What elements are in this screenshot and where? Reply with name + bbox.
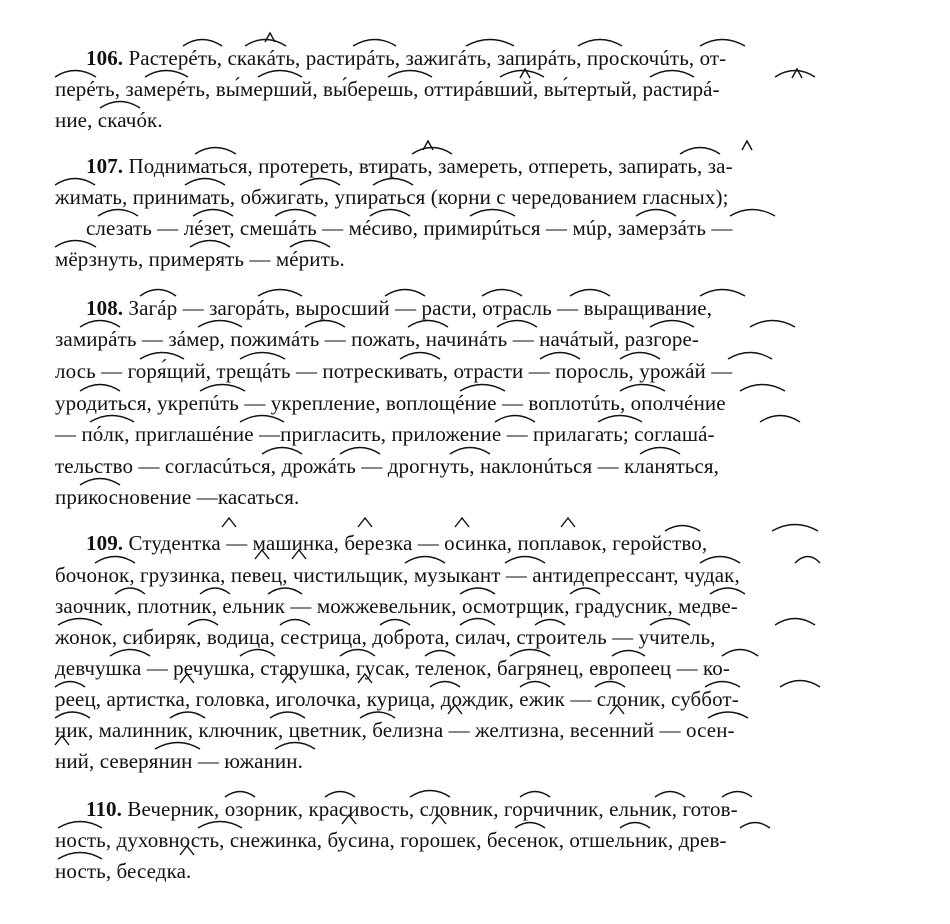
root-arc-mark bbox=[795, 557, 820, 564]
exercise-line: перéть, замерéть, вы́мерший, вы́берешь, оттирáвший, вы́тертый, растирá- bbox=[55, 77, 720, 101]
exercise-line bbox=[86, 296, 712, 320]
root-arc-mark bbox=[760, 416, 800, 423]
exercise-line: ность, беседка. bbox=[55, 859, 192, 883]
root-arc-mark bbox=[740, 385, 785, 392]
suffix-caret-mark bbox=[358, 518, 372, 527]
exercise-line: мёрзнуть, примерять — мéрить. bbox=[55, 247, 345, 271]
exercise-line: замирáть — зáмер, пожимáть — пожать, начинáть — начáтый, разгоре- bbox=[55, 327, 700, 351]
exercise-text: Растерéть, скакáть, растирáть, зажигáть, запирáть, проскочúть, от- bbox=[128, 46, 727, 70]
root-arc-mark bbox=[775, 71, 815, 78]
exercise-line: заочник, плотник, ельник — можжевельник, осмотрщик, градусник, медве- bbox=[55, 594, 738, 618]
exercise-line bbox=[86, 154, 733, 178]
root-arc-mark bbox=[728, 353, 772, 360]
suffix-caret-mark bbox=[561, 518, 575, 527]
exercise-text: Вечерник, озорник, красивость, словник, горчичник, ельник, готов- bbox=[127, 797, 738, 821]
suffix-caret-mark bbox=[742, 141, 752, 150]
exercise-number: 108. bbox=[86, 296, 124, 320]
exercise-line: прикосновение —касаться. bbox=[55, 485, 300, 509]
exercise-line: тельство — соглаcúться, дрожáть — дрогнуть, наклонúться — кланяться, bbox=[55, 454, 719, 478]
exercise-number: 107. bbox=[86, 154, 124, 178]
exercise-line: ность, духовность, снежинка, бусина, горошек, бесенок, отшельник, древ- bbox=[55, 828, 727, 852]
exercise-text: Загáр — загорáть, выросший — расти, отрасль — выращивание, bbox=[128, 296, 713, 320]
exercise-text: Студентка — машинка, березка — осинка, поплавок, геройство, bbox=[128, 531, 708, 555]
suffix-caret-mark bbox=[222, 518, 236, 527]
exercise-line: лось — горя́щий, трещáть — потрескивать, отрасти — поросль, урожáй — bbox=[55, 359, 733, 383]
exercise-line bbox=[86, 46, 726, 70]
exercise-line: слезать — лéзет, смешáть — мéсиво, примирúться — мúр, замерзáть — bbox=[86, 216, 733, 240]
exercise-line bbox=[86, 531, 707, 555]
exercise-line: реец, артистка, головка, иголочка, курица, дождик, ежик — слоник, суббот- bbox=[55, 687, 739, 711]
exercise-number: 110. bbox=[86, 797, 122, 821]
exercise-line: бочонок, грузинка, певец, чистильщик, музыкант — антидепрессант, чудак, bbox=[55, 563, 740, 587]
exercise-number: 106. bbox=[86, 46, 124, 70]
root-arc-mark bbox=[772, 525, 818, 532]
root-arc-mark bbox=[780, 681, 820, 688]
exercise-line: уродиться, укрепúть — укрепление, воплощéние — воплотúть, ополчéние bbox=[55, 391, 726, 415]
exercise-line: жимать, принимать, обжигать, упираться (корни с чередованием гласных); bbox=[55, 185, 729, 209]
exercise-line: ник, малинник, ключник, цветник, белизна — желтизна, весенний — осен- bbox=[55, 718, 735, 742]
suffix-caret-mark bbox=[455, 518, 469, 527]
suffix-caret-mark bbox=[265, 33, 275, 42]
exercise-line bbox=[86, 797, 738, 821]
exercise-line: ние, скачóк. bbox=[55, 108, 163, 132]
exercise-line: ний, северянин — южанин. bbox=[55, 749, 303, 773]
root-arc-mark bbox=[740, 823, 770, 829]
suffix-caret-mark bbox=[423, 141, 433, 150]
exercise-line: жонок, сибиряк, водица, сестрица, доброта, силач, строитель — учитель, bbox=[55, 625, 716, 649]
exercise-line: — пóлк, приглашéние —пригласить, приложение — прилагать; соглашá- bbox=[55, 422, 715, 446]
exercise-text: Подниматься, протереть, втирать, замереть, отпереть, запирать, за- bbox=[128, 154, 733, 178]
exercise-line: девчушка — речушка, старушка, гусак, теленок, багрянец, европеец — ко- bbox=[55, 656, 730, 680]
root-arc-mark bbox=[730, 210, 775, 217]
suffix-caret-mark bbox=[792, 69, 802, 78]
exercise-number: 109. bbox=[86, 531, 124, 555]
root-arc-mark bbox=[775, 619, 815, 626]
root-arc-mark bbox=[750, 321, 795, 328]
